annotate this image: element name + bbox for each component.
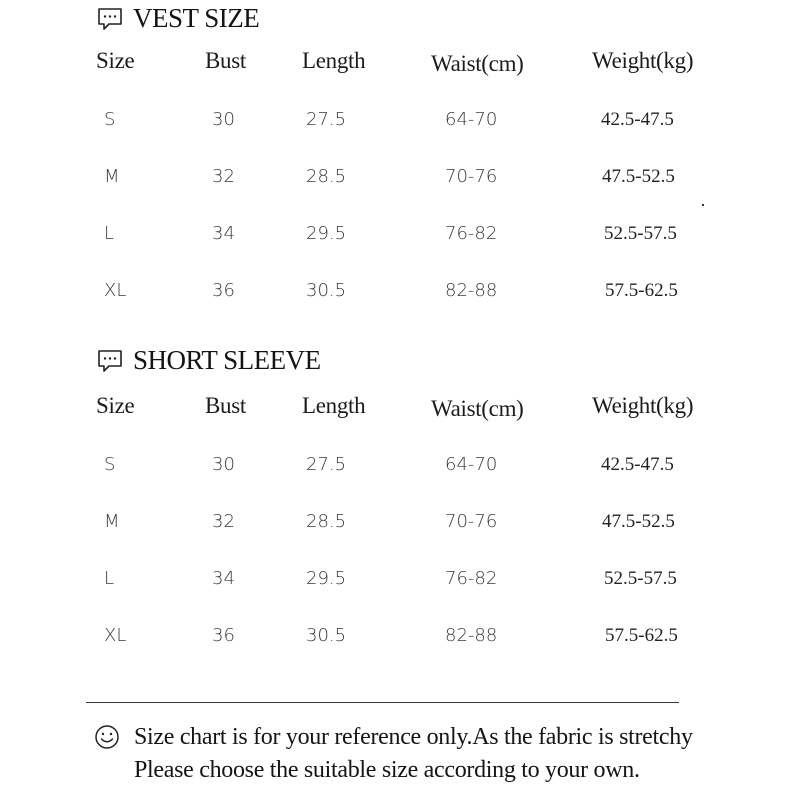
table-row bbox=[0, 568, 800, 598]
cell-weight: 47.5-52.5 bbox=[602, 511, 675, 532]
cell-length: 29.5 bbox=[306, 568, 347, 589]
cell-bust: 30 bbox=[212, 454, 235, 475]
cell-bust: 34 bbox=[212, 223, 235, 244]
cell-waist: 70-76 bbox=[445, 511, 498, 532]
cell-length: 28.5 bbox=[306, 166, 347, 187]
divider-line bbox=[86, 702, 679, 703]
note-line-2: Please choose the suitable size according to your own. bbox=[134, 757, 640, 783]
header-weight: Weight(kg) bbox=[592, 393, 694, 418]
smiley-icon bbox=[94, 724, 120, 750]
cell-waist: 82-88 bbox=[445, 625, 498, 646]
table-row bbox=[0, 166, 800, 196]
cell-bust: 32 bbox=[212, 511, 235, 532]
cell-bust: 36 bbox=[212, 625, 235, 646]
cell-bust: 30 bbox=[212, 109, 235, 130]
vest-table-header bbox=[0, 48, 800, 78]
cell-length: 27.5 bbox=[306, 109, 347, 130]
cell-size: XL bbox=[104, 280, 127, 301]
cell-length: 30.5 bbox=[306, 625, 347, 646]
vest-title-text: VEST SIZE bbox=[133, 2, 260, 33]
table-row bbox=[0, 223, 800, 253]
table-row bbox=[0, 454, 800, 484]
cell-weight: 42.5-47.5 bbox=[601, 109, 674, 130]
speech-bubble-icon bbox=[97, 349, 123, 373]
cell-length: 28.5 bbox=[306, 511, 347, 532]
short-sleeve-title-text: SHORT SLEEVE bbox=[133, 344, 321, 375]
cell-bust: 36 bbox=[212, 280, 235, 301]
cell-size: M bbox=[104, 511, 120, 532]
cell-weight: 52.5-57.5 bbox=[604, 223, 677, 244]
header-size: Size bbox=[96, 48, 135, 73]
cell-length: 27.5 bbox=[306, 454, 347, 475]
vest-section-title bbox=[97, 3, 259, 33]
cell-weight: 57.5-62.5 bbox=[605, 280, 678, 301]
header-waist: Waist(cm) bbox=[431, 396, 524, 421]
stray-dot bbox=[702, 204, 704, 206]
cell-length: 30.5 bbox=[306, 280, 347, 301]
table-row bbox=[0, 280, 800, 310]
header-waist: Waist(cm) bbox=[431, 51, 524, 76]
header-weight: Weight(kg) bbox=[592, 48, 694, 73]
cell-waist: 70-76 bbox=[445, 166, 498, 187]
table-row bbox=[0, 511, 800, 541]
cell-weight: 52.5-57.5 bbox=[604, 568, 677, 589]
cell-bust: 32 bbox=[212, 166, 235, 187]
cell-size: S bbox=[104, 109, 116, 130]
header-length: Length bbox=[302, 393, 366, 418]
note-line-1: Size chart is for your reference only.As the fabric is stretchy bbox=[134, 724, 693, 750]
table-row bbox=[0, 109, 800, 139]
cell-waist: 76-82 bbox=[445, 223, 498, 244]
speech-bubble-icon bbox=[97, 7, 123, 31]
cell-waist: 64-70 bbox=[445, 109, 498, 130]
short-sleeve-table-header bbox=[0, 393, 800, 423]
cell-size: S bbox=[104, 454, 116, 475]
header-bust: Bust bbox=[205, 48, 246, 73]
header-bust: Bust bbox=[205, 393, 246, 418]
short-sleeve-section-title bbox=[97, 345, 321, 375]
cell-size: L bbox=[104, 223, 115, 244]
cell-weight: 47.5-52.5 bbox=[602, 166, 675, 187]
cell-bust: 34 bbox=[212, 568, 235, 589]
cell-waist: 82-88 bbox=[445, 280, 498, 301]
table-row bbox=[0, 625, 800, 655]
cell-waist: 76-82 bbox=[445, 568, 498, 589]
cell-size: XL bbox=[104, 625, 127, 646]
cell-waist: 64-70 bbox=[445, 454, 498, 475]
cell-length: 29.5 bbox=[306, 223, 347, 244]
cell-size: L bbox=[104, 568, 115, 589]
cell-weight: 42.5-47.5 bbox=[601, 454, 674, 475]
header-length: Length bbox=[302, 48, 366, 73]
header-size: Size bbox=[96, 393, 135, 418]
cell-size: M bbox=[104, 166, 120, 187]
cell-weight: 57.5-62.5 bbox=[605, 625, 678, 646]
